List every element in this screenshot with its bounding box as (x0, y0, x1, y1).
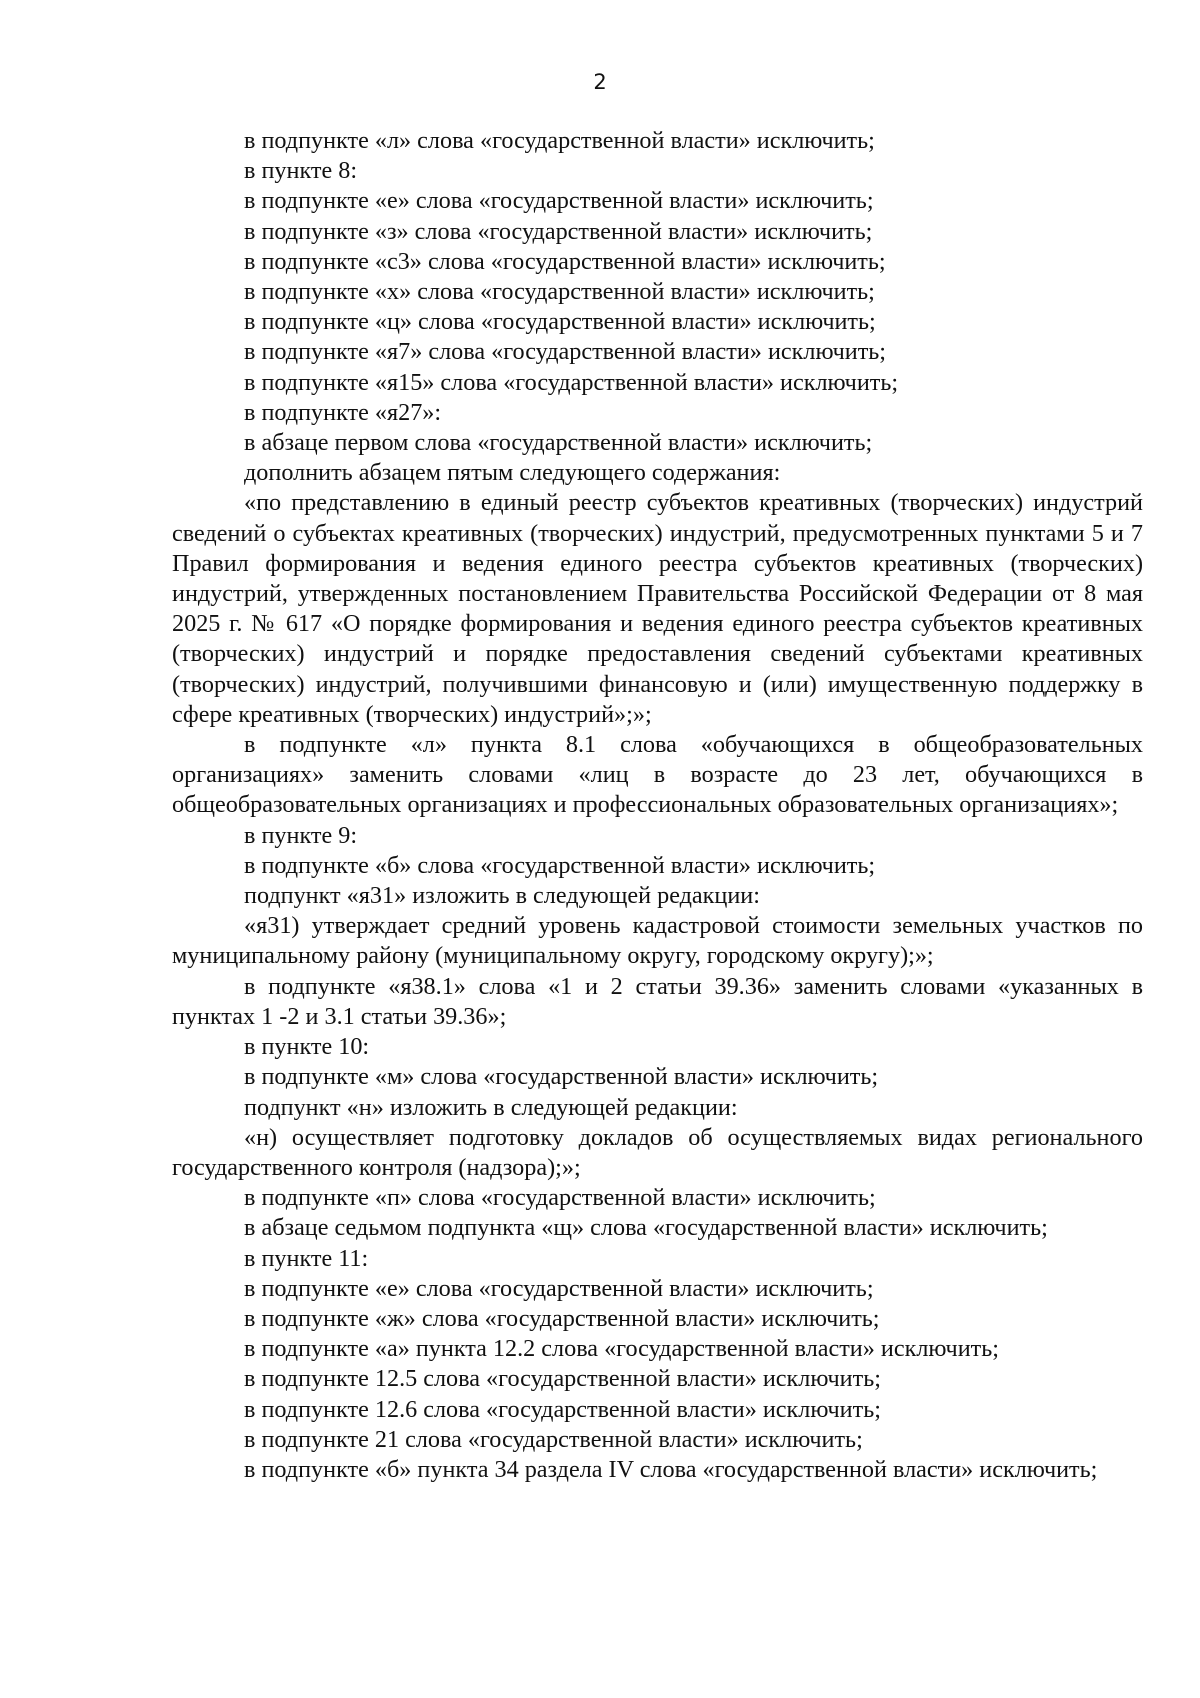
paragraph: в подпункте 12.6 слова «государственной власти» исключить; (244, 1395, 881, 1423)
paragraph: в абзаце первом слова «государственной власти» исключить; (244, 429, 873, 457)
paragraph: «н) осуществляет подготовку докладов об осуществляемых видах регионального государственного контроля (надзора);»; (172, 1123, 1143, 1181)
paragraph: в подпункте «с3» слова «государственной власти» исключить; (244, 247, 886, 275)
document-body (172, 126, 1143, 1485)
paragraph: в подпункте «я15» слова «государственной власти» исключить; (244, 368, 899, 396)
paragraph: «по представлению в единый реестр субъектов креативных (творческих) индустрий сведений о субъектах креативных (творческих) индустрий, предусмотренных пунктами 5 и 7 Правил формирования и ведения единого реестра субъектов креативных (творческих) индустрий, утвержденных постановлением Правительства Российской Федерации от 8 мая 2025 г. № 617 «О порядке формирования и ведения единого реестра субъектов креативных (творческих) индустрий и порядке предоставления сведений субъектами креативных (творческих) индустрий, получившими финансовую и (или) имущественную поддержку в сфере креативных (творческих) индустрий»;»; (172, 489, 1143, 728)
paragraph: в подпункте «ж» слова «государственной власти» исключить; (244, 1304, 880, 1332)
paragraph: в подпункте «б» слова «государственной власти» исключить; (244, 851, 876, 879)
paragraph: в подпункте «х» слова «государственной власти» исключить; (244, 278, 875, 306)
paragraph: в подпункте «ц» слова «государственной власти» исключить; (244, 308, 876, 336)
paragraph: в подпункте «а» пункта 12.2 слова «государственной власти» исключить; (244, 1335, 999, 1363)
paragraph: в пункте 8: (244, 157, 358, 185)
paragraph: в подпункте «е» слова «государственной власти» исключить; (244, 187, 874, 215)
paragraph: в подпункте «м» слова «государственной власти» исключить; (244, 1063, 879, 1091)
paragraph: «я31) утверждает средний уровень кадастровой стоимости земельных участков по муниципальному району (муниципальному округу, городскому округу);»; (172, 912, 1143, 970)
paragraph: в пункте 9: (244, 821, 358, 849)
paragraph: в подпункте «л» слова «государственной власти» исключить; (244, 127, 875, 154)
paragraph: в пункте 11: (244, 1244, 369, 1272)
paragraph: в подпункте 21 слова «государственной власти» исключить; (244, 1425, 863, 1453)
paragraph: в подпункте «л» пункта 8.1 слова «обучающихся в общеобразовательных организациях» заменить словами «лиц в возрасте до 23 лет, обучающихся в общеобразовательных организациях и профессиональных образовательных организациях»; (172, 731, 1143, 819)
paragraph: в подпункте «е» слова «государственной власти» исключить; (244, 1274, 874, 1302)
paragraph: дополнить абзацем пятым следующего содержания: (244, 459, 781, 487)
paragraph: в подпункте «з» слова «государственной власти» исключить; (244, 217, 873, 245)
paragraph: в подпункте «я27»: (244, 398, 442, 426)
page-number: 2 (593, 70, 607, 94)
paragraph: в подпункте «я38.1» слова «1 и 2 статьи 39.36» заменить словами «указанных в пунктах 1 -2 и 3.1 статьи 39.36»; (172, 972, 1143, 1030)
paragraph: в пункте 10: (244, 1033, 370, 1061)
paragraph: в подпункте 12.5 слова «государственной власти» исключить; (244, 1365, 881, 1393)
paragraph: в абзаце седьмом подпункта «щ» слова «государственной власти» исключить; (244, 1214, 1048, 1242)
paragraph: подпункт «н» изложить в следующей редакции: (244, 1093, 738, 1121)
paragraph: подпункт «я31» изложить в следующей редакции: (244, 882, 760, 910)
paragraph: в подпункте «п» слова «государственной власти» исключить; (244, 1184, 876, 1212)
paragraph: в подпункте «я7» слова «государственной власти» исключить; (244, 338, 887, 366)
paragraph: в подпункте «б» пункта 34 раздела IV слова «государственной власти» исключить; (244, 1455, 1098, 1483)
